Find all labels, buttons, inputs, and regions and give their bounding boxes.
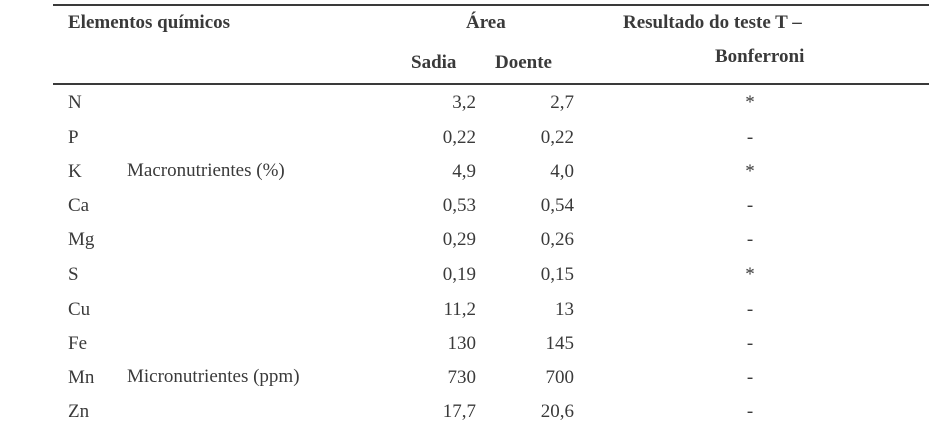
doente-value-cell: 0,15 bbox=[540, 264, 574, 285]
element-cell: Mn bbox=[68, 367, 95, 388]
element-cell: Mg bbox=[68, 229, 95, 250]
result-cell: * bbox=[745, 264, 755, 285]
header-healthy: Sadia bbox=[411, 52, 457, 73]
element-cell: Zn bbox=[68, 401, 90, 422]
element-cell: Fe bbox=[68, 333, 87, 354]
sadia-value-cell: 730 bbox=[447, 367, 476, 388]
header-rule bbox=[53, 83, 929, 85]
sadia-value-cell: 0,19 bbox=[442, 264, 476, 285]
sadia-value-cell: 17,7 bbox=[442, 401, 476, 422]
doente-value-cell: 13 bbox=[555, 299, 574, 320]
element-cell: K bbox=[68, 161, 82, 182]
doente-value-cell: 0,22 bbox=[540, 127, 574, 148]
group-label-micronutrients: Micronutrientes (ppm) bbox=[127, 366, 300, 387]
sadia-value-cell: 0,22 bbox=[442, 127, 476, 148]
sadia-value-cell: 3,2 bbox=[452, 92, 476, 113]
header-area: Área bbox=[466, 12, 506, 33]
doente-value-cell: 0,26 bbox=[540, 229, 574, 250]
header-result-line2: Bonferroni bbox=[715, 46, 805, 67]
result-cell: - bbox=[746, 229, 754, 250]
element-cell: Cu bbox=[68, 299, 91, 320]
element-cell: N bbox=[68, 92, 82, 113]
doente-value-cell: 20,6 bbox=[540, 401, 574, 422]
sadia-value-cell: 0,53 bbox=[442, 195, 476, 216]
sadia-value-cell: 11,2 bbox=[443, 299, 476, 320]
result-cell: * bbox=[745, 92, 755, 113]
sadia-value-cell: 130 bbox=[447, 333, 476, 354]
doente-value-cell: 4,0 bbox=[550, 161, 574, 182]
result-cell: - bbox=[746, 127, 754, 148]
element-cell: Ca bbox=[68, 195, 90, 216]
result-cell: - bbox=[746, 333, 754, 354]
top-rule bbox=[53, 4, 929, 6]
doente-value-cell: 700 bbox=[545, 367, 574, 388]
header-result-line1: Resultado do teste T – bbox=[623, 12, 802, 33]
element-cell: S bbox=[68, 264, 79, 285]
doente-value-cell: 2,7 bbox=[550, 92, 574, 113]
header-sick: Doente bbox=[495, 52, 552, 73]
header-elements: Elementos químicos bbox=[68, 12, 231, 33]
result-cell: - bbox=[746, 367, 754, 388]
sadia-value-cell: 4,9 bbox=[452, 161, 476, 182]
result-cell: * bbox=[745, 161, 755, 182]
sadia-value-cell: 0,29 bbox=[442, 229, 476, 250]
group-label-macronutrients: Macronutrientes (%) bbox=[127, 160, 285, 181]
element-cell: P bbox=[68, 127, 79, 148]
result-cell: - bbox=[746, 401, 754, 422]
doente-value-cell: 145 bbox=[545, 333, 574, 354]
result-cell: - bbox=[746, 195, 754, 216]
doente-value-cell: 0,54 bbox=[540, 195, 574, 216]
result-cell: - bbox=[746, 299, 754, 320]
